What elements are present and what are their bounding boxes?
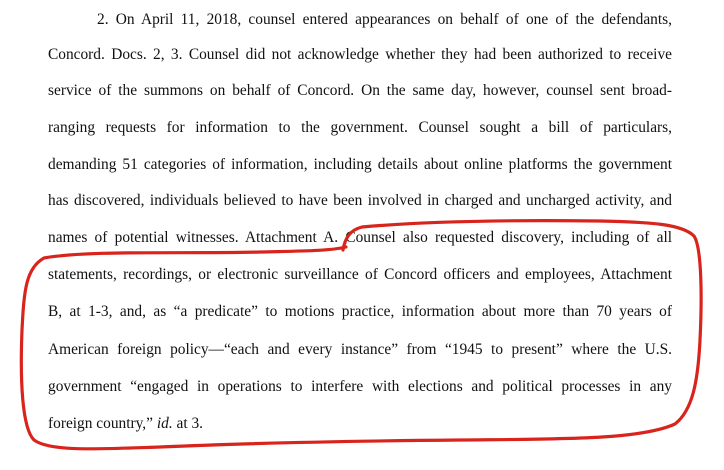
text-line-7: names of potential witnesses. Attachment A. Counsel also requested discovery, including of all bbox=[48, 229, 672, 246]
text-line-5: demanding 51 categories of information, including details about online platforms the government bbox=[48, 156, 672, 173]
text-line-10: American foreign policy—“each and every instance” from “1945 to present” where the U.S. bbox=[48, 341, 672, 358]
text-line-3: service of the summons on behalf of Concord. On the same day, however, counsel sent broad- bbox=[48, 82, 672, 99]
text-line-12-tail: at 3. bbox=[172, 415, 204, 432]
text-line-4: ranging requests for information to the government. Counsel sought a bill of particulars, bbox=[48, 119, 672, 136]
text-line-6: has discovered, individuals believed to have been involved in charged and uncharged activity, and bbox=[48, 192, 672, 209]
citation-italic: id. bbox=[156, 415, 173, 432]
text-line-12-main: foreign country,” bbox=[48, 415, 153, 432]
text-line-8: statements, recordings, or electronic surveillance of Concord officers and employees, Attachment bbox=[48, 266, 672, 283]
text-line-2: Concord. Docs. 2, 3. Counsel did not acknowledge whether they had been authorized to receive bbox=[48, 46, 672, 63]
text-line-9: B, at 1-3, and, as “a predicate” to motions practice, information about more than 70 years of bbox=[48, 303, 672, 320]
text-line-1: 2. On April 11, 2018, counsel entered appearances on behalf of one of the defendants, bbox=[97, 11, 672, 28]
text-line-12 bbox=[48, 414, 672, 434]
text-line-11: government “engaged in operations to interfere with elections and political processes in any bbox=[48, 378, 672, 395]
